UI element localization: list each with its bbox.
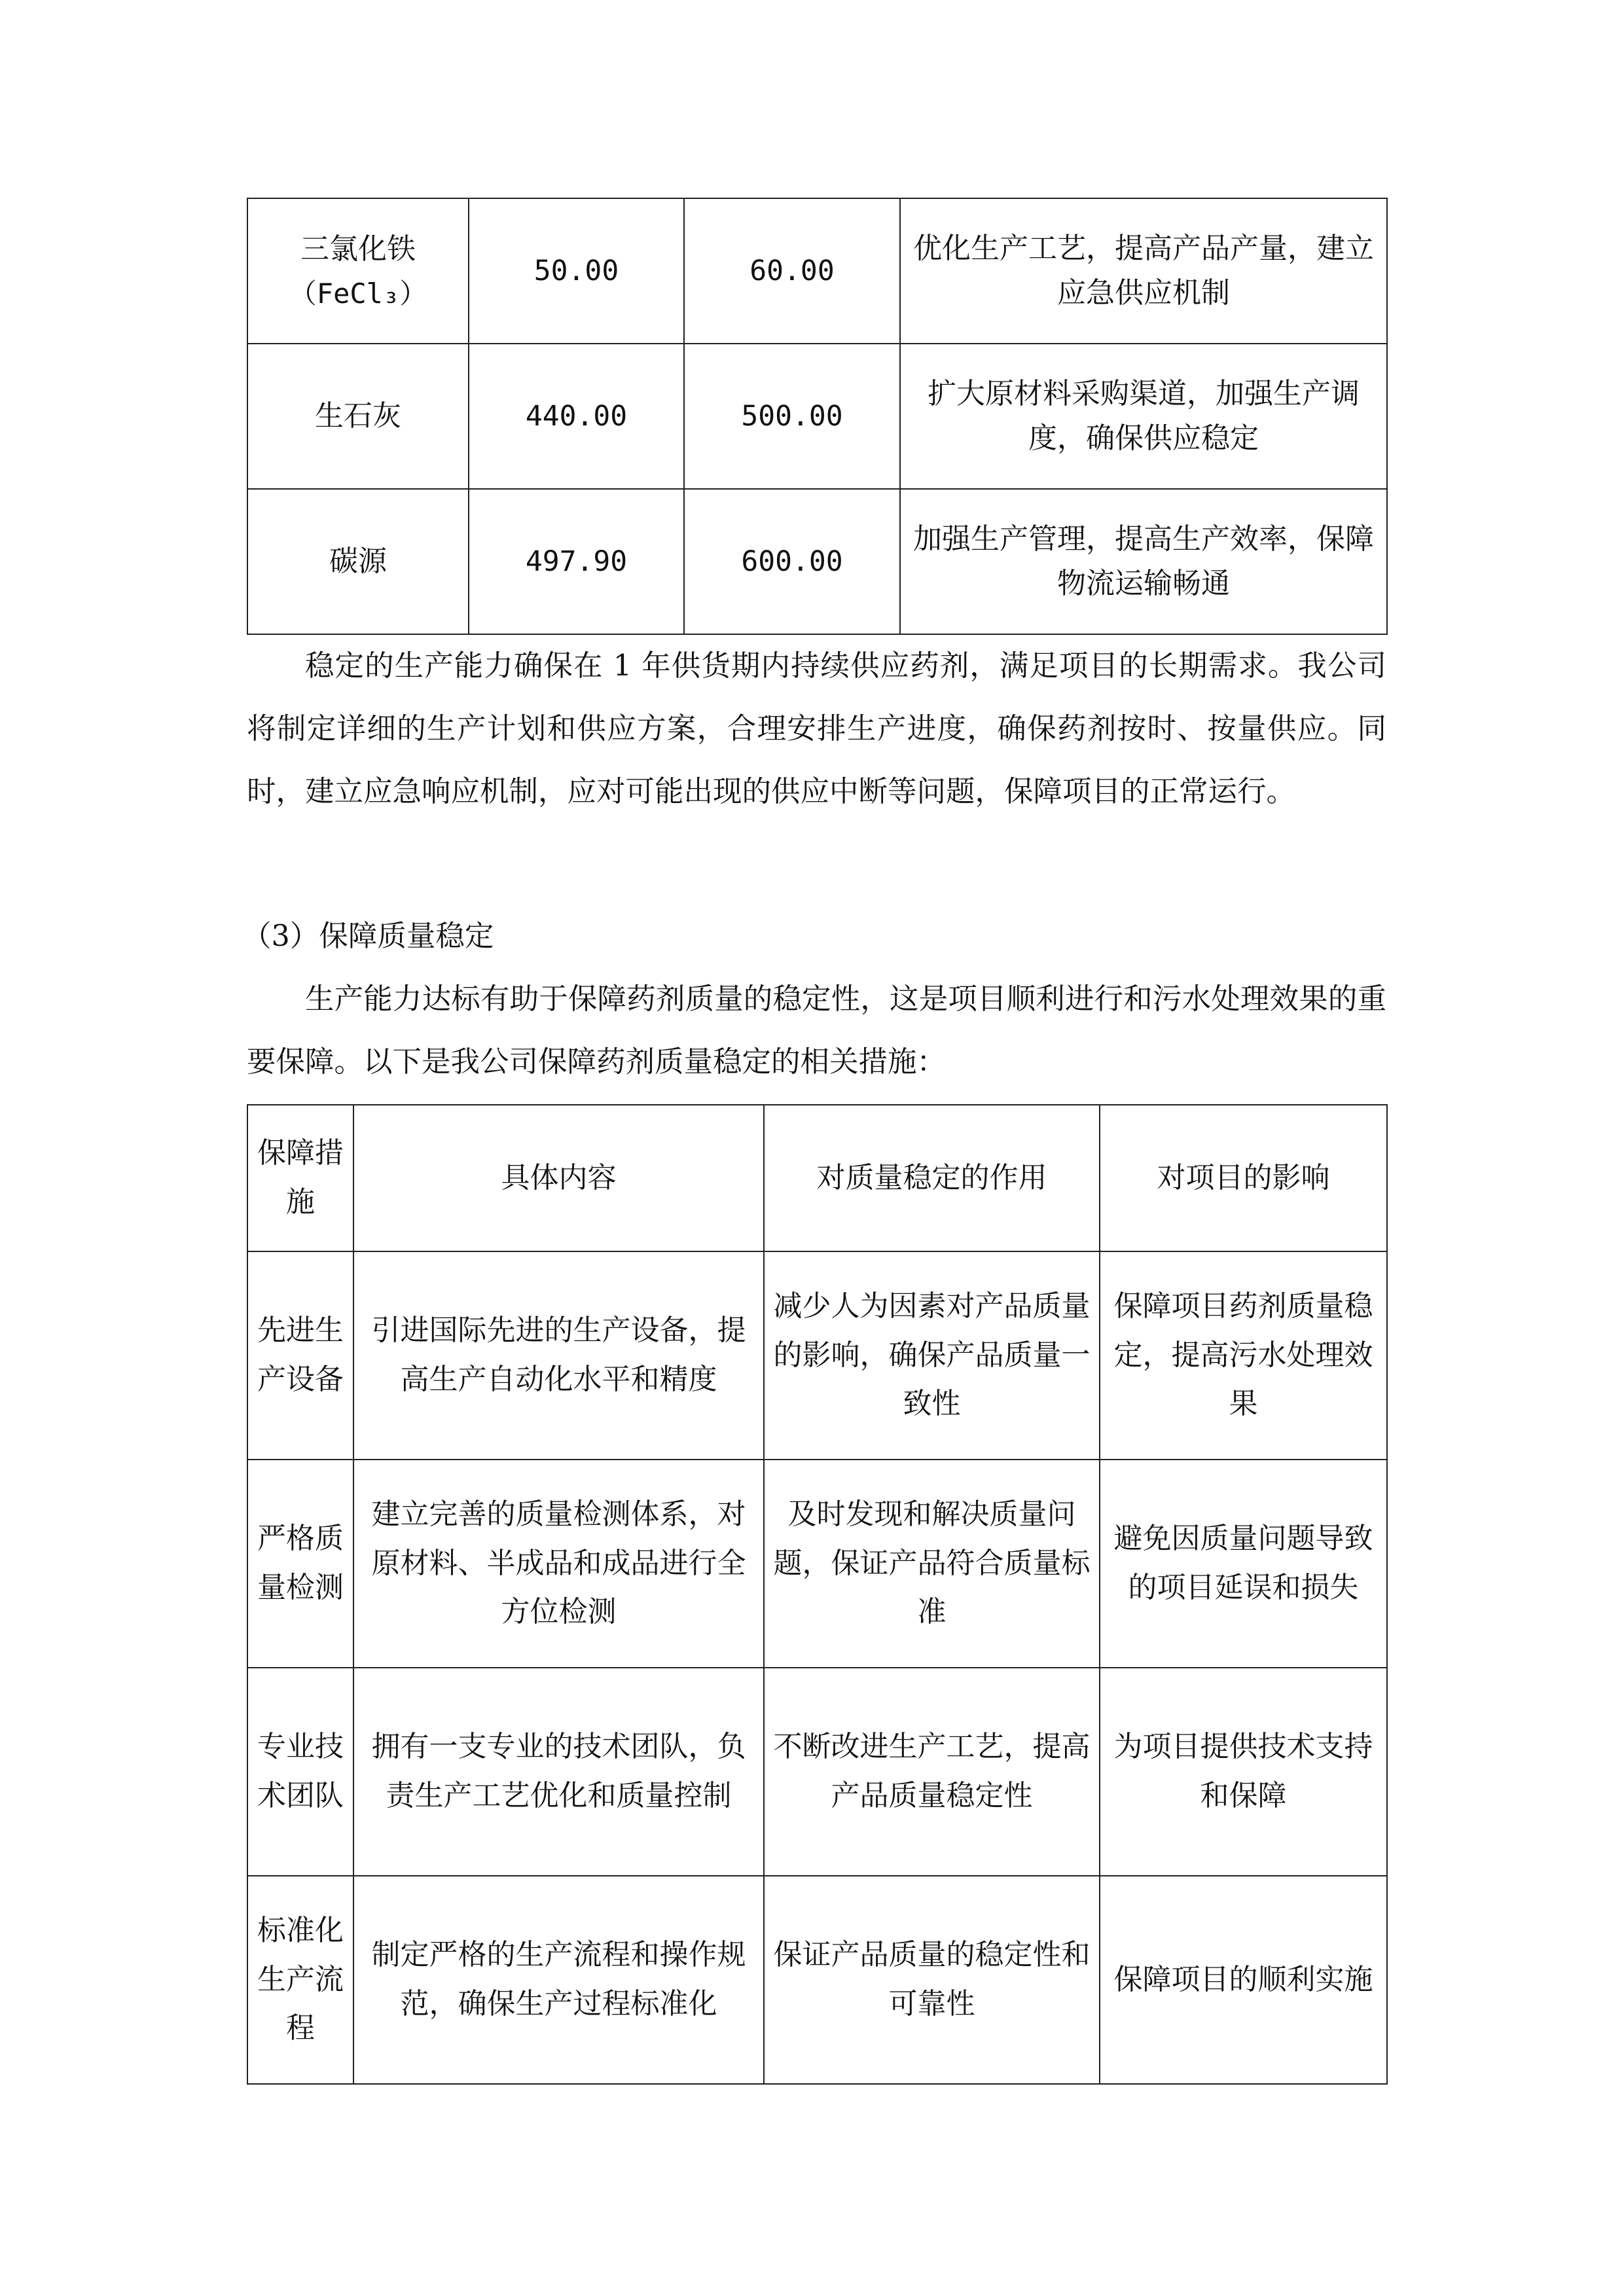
header-effect: 对质量稳定的作用	[764, 1105, 1100, 1251]
content-cell: 建立完善的质量检测体系，对原材料、半成品和成品进行全方位检测	[353, 1460, 764, 1668]
table-row	[247, 344, 1387, 489]
target-capacity-cell	[684, 198, 900, 344]
measure-cell: 专业技术团队	[247, 1668, 353, 1876]
table-header-row	[247, 1105, 1387, 1251]
impact-cell: 避免因质量问题导致的项目延误和损失	[1100, 1460, 1387, 1668]
supply-measure-cell: 扩大原材料采购渠道，加强生产调度，确保供应稳定	[900, 344, 1387, 489]
current-capacity-value: 440.00	[525, 399, 628, 433]
quality-intro-paragraph: 生产能力达标有助于保障药剂质量的稳定性，这是项目顺利进行和污水处理效果的重要保障。以下是我公司保障药剂质量稳定的相关措施：	[247, 982, 1386, 1079]
content-cell: 引进国际先进的生产设备，提高生产自动化水平和精度	[353, 1251, 764, 1460]
target-capacity-value: 60.00	[749, 254, 835, 287]
table-row	[247, 1251, 1387, 1460]
impact-cell: 保障项目药剂质量稳定，提高污水处理效果	[1100, 1251, 1387, 1460]
table-row	[247, 1668, 1387, 1876]
material-name-cell: 碳源	[247, 489, 469, 634]
supply-paragraph: 稳定的生产能力确保在 1 年供货期内持续供应药剂，满足项目的长期需求。我公司将制定详细的生产计划和供应方案，合理安排生产进度，确保药剂按时、按量供应。同时，建立应急响应机制，应对可能出现的供应中断等问题，保障项目的正常运行。	[247, 649, 1386, 808]
header-content: 具体内容	[353, 1105, 764, 1251]
table-row	[247, 1460, 1387, 1668]
effect-cell: 保证产品质量的稳定性和可靠性	[764, 1876, 1100, 2084]
header-measure: 保障措施	[247, 1105, 353, 1251]
supply-measure-cell: 优化生产工艺，提高产品产量，建立应急供应机制	[900, 198, 1387, 344]
material-name-cell: 生石灰	[247, 344, 469, 489]
content-cell: 拥有一支专业的技术团队，负责生产工艺优化和质量控制	[353, 1668, 764, 1876]
effect-cell: 及时发现和解决质量问题，保证产品符合质量标准	[764, 1460, 1100, 1668]
supply-capacity-table	[247, 198, 1388, 635]
measure-cell: 严格质量检测	[247, 1460, 353, 1668]
target-capacity-cell	[684, 344, 900, 489]
quality-measures-table	[247, 1104, 1388, 2085]
current-capacity-cell	[469, 344, 684, 489]
target-capacity-value: 500.00	[741, 399, 843, 433]
supply-measure-cell: 加强生产管理，提高生产效率，保障物流运输畅通	[900, 489, 1387, 634]
measure-cell: 先进生产设备	[247, 1251, 353, 1460]
current-capacity-cell	[469, 198, 684, 344]
section-heading: （3）保障质量稳定	[242, 920, 494, 953]
material-name: 三氯化铁	[300, 232, 416, 266]
impact-cell: 为项目提供技术支持和保障	[1100, 1668, 1387, 1876]
effect-cell: 减少人为因素对产品质量的影响，确保产品质量一致性	[764, 1251, 1100, 1460]
current-capacity-value: 50.00	[533, 254, 619, 287]
content-cell: 制定严格的生产流程和操作规范，确保生产过程标准化	[353, 1876, 764, 2084]
impact-cell: 保障项目的顺利实施	[1100, 1876, 1387, 2084]
target-capacity-cell	[684, 489, 900, 634]
table-row	[247, 1876, 1387, 2084]
table-row	[247, 489, 1387, 634]
current-capacity-value: 497.90	[525, 545, 628, 578]
material-formula: （FeCl₃）	[289, 277, 427, 310]
header-impact: 对项目的影响	[1100, 1105, 1387, 1251]
effect-cell: 不断改进生产工艺，提高产品质量稳定性	[764, 1668, 1100, 1876]
target-capacity-value: 600.00	[741, 545, 843, 578]
current-capacity-cell	[469, 489, 684, 634]
measure-cell: 标准化生产流程	[247, 1876, 353, 2084]
table-row	[247, 198, 1387, 344]
material-name-cell	[247, 198, 469, 344]
